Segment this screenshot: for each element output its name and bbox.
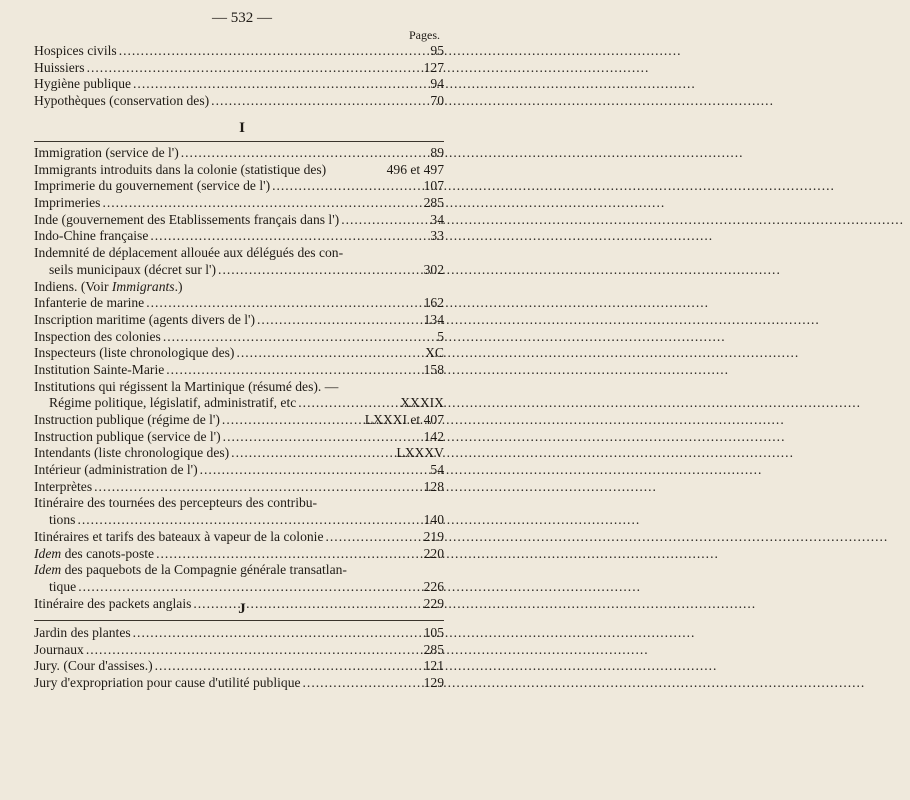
entry-title-text: Hypothèques (conservation des) — [34, 93, 210, 109]
entry-title-text: Itinéraire des tournées des percepteurs des contribu- — [34, 495, 318, 511]
entry-page: 140 — [423, 512, 444, 528]
entry-title-text: Instruction publique (régime de l') — [34, 412, 220, 427]
entry-title-text: des canots-poste — [61, 545, 155, 561]
index-entry — [34, 228, 444, 245]
dot-leader — [218, 262, 422, 279]
entry-title-text: Jardin des plantes — [34, 625, 131, 640]
entry-title — [34, 145, 179, 162]
index-entry — [34, 445, 444, 462]
entry-page: 127 — [423, 59, 444, 75]
dot-leader — [133, 625, 422, 642]
index-entry — [34, 642, 444, 659]
entry-title-text: Huissiers — [34, 59, 85, 75]
index-entry — [34, 562, 444, 579]
section-j-rule — [34, 620, 444, 621]
index-entry — [34, 212, 444, 229]
dot-leader — [146, 295, 421, 312]
section-j-entries — [34, 625, 444, 692]
entry-title-text: tions — [49, 512, 76, 528]
dot-leader — [150, 228, 428, 245]
entry-title — [34, 93, 209, 110]
entry-title-text: Intérieur (administration de l') — [34, 462, 198, 478]
entry-title — [34, 625, 131, 642]
dot-leader — [94, 479, 421, 496]
index-entry — [34, 76, 444, 93]
entry-page: 128 — [423, 478, 444, 494]
entry-page: 121 — [423, 658, 444, 674]
entry-title-text: Immigration (service de l') — [34, 145, 179, 160]
entry-title-text: Inspection des colonies — [34, 328, 161, 344]
dot-leader — [87, 60, 422, 77]
index-entry — [34, 379, 444, 396]
entry-title-text: Régime politique, législatif, administratif, etc — [49, 395, 297, 411]
index-entry — [34, 345, 444, 362]
entry-title — [34, 479, 92, 496]
entry-title — [34, 429, 221, 446]
entry-title — [34, 162, 326, 179]
section-i-entries — [34, 145, 444, 612]
entry-title — [34, 195, 100, 212]
page-number: — 532 — — [212, 10, 272, 26]
dot-leader — [272, 178, 422, 195]
entry-title-text: Indo-Chine française — [34, 228, 149, 244]
entry-title — [49, 579, 76, 596]
entry-title — [34, 362, 164, 379]
section-letter-j: J — [238, 601, 246, 617]
dot-leader — [119, 43, 429, 60]
entry-title — [34, 675, 301, 692]
entry-title-italic: Idem — [34, 562, 62, 578]
entry-title — [34, 345, 234, 362]
index-entry — [34, 178, 444, 195]
entry-page: 219 — [423, 528, 444, 544]
entry-page: 285 — [423, 641, 444, 657]
dot-leader — [211, 93, 428, 110]
dot-leader — [223, 429, 422, 446]
index-entry — [34, 495, 444, 512]
entry-title-text: Indiens. (Voir — [34, 278, 112, 294]
dot-leader — [155, 658, 422, 675]
entry-title — [34, 43, 117, 60]
entry-title-text: Instruction publique (service de l') — [34, 428, 221, 444]
entry-page: LXXXV — [396, 445, 444, 461]
entry-title-text: Itinéraire des packets anglais — [34, 595, 192, 611]
entry-page: 54 — [430, 462, 444, 478]
entry-page: 34 — [430, 211, 444, 227]
entry-page: 285 — [423, 195, 444, 211]
entry-title-suffix: .) — [174, 278, 183, 294]
entry-page: 70 — [430, 93, 444, 109]
entry-page: 134 — [423, 311, 444, 327]
entry-title-text: Interprètes — [34, 478, 93, 494]
index-entry — [34, 479, 444, 496]
entry-title-text: Institution Sainte-Marie — [34, 361, 165, 377]
entry-page: 94 — [430, 76, 444, 92]
entry-title — [34, 76, 131, 93]
dot-leader — [77, 512, 421, 529]
index-entry — [34, 43, 444, 60]
entry-title-text: Hospices civils — [34, 43, 117, 58]
entry-page: 302 — [423, 261, 444, 277]
index-entry — [34, 429, 444, 446]
index-entry — [34, 412, 444, 429]
index-entry — [34, 395, 444, 412]
entry-title — [34, 312, 255, 329]
index-entry — [34, 579, 444, 596]
entry-page: 496 et 497 — [386, 161, 444, 177]
entry-title — [34, 462, 198, 479]
entry-title-text: Itinéraires et tarifs des bateaux à vapeur de la colonie — [34, 528, 324, 544]
entry-title-text: Immigrants introduits dans la colonie (statistique des) — [34, 161, 327, 177]
index-entry — [34, 546, 444, 563]
entry-title-text: des paquebots de la Compagnie générale transatlan- — [61, 562, 347, 578]
index-entry — [34, 93, 444, 110]
index-entry — [34, 512, 444, 529]
index-entry — [34, 195, 444, 212]
dot-leader — [222, 412, 363, 429]
index-entry — [34, 362, 444, 379]
dot-leader — [236, 345, 423, 362]
dot-leader — [166, 362, 421, 379]
dot-leader — [102, 195, 421, 212]
entry-page: 95 — [430, 43, 444, 58]
index-entry — [34, 462, 444, 479]
pages-column-header: Pages. — [409, 28, 440, 42]
entry-title — [34, 412, 220, 429]
entry-page: 226 — [423, 578, 444, 594]
entry-title — [34, 379, 338, 396]
entry-title-text: Intendants (liste chronologique des) — [34, 445, 230, 461]
entry-title-text: Infanterie de marine — [34, 295, 145, 311]
entry-page: 33 — [430, 228, 444, 244]
index-entry — [34, 245, 444, 262]
dot-leader — [200, 462, 429, 479]
index-entry — [34, 675, 444, 692]
entry-page: 162 — [423, 295, 444, 311]
entry-page: 220 — [423, 545, 444, 561]
entry-title-text: Indemnité de déplacement allouée aux délégués des con- — [34, 245, 344, 261]
entry-title-italic: Idem — [34, 545, 62, 561]
index-entry — [34, 312, 444, 329]
entry-title — [34, 329, 161, 346]
index-entry — [34, 60, 444, 77]
entry-page: 107 — [423, 178, 444, 194]
entry-title — [34, 228, 148, 245]
entry-title-text: Hygiène publique — [34, 76, 132, 92]
entry-page: LXXXI et 407 — [364, 412, 444, 427]
entry-title-text: Imprimerie du gouvernement (service de l') — [34, 178, 271, 194]
entry-title — [49, 512, 75, 529]
dot-leader — [156, 546, 422, 563]
entry-page: 142 — [423, 428, 444, 444]
index-entry — [34, 262, 444, 279]
entry-title-text: Inspecteurs (liste chronologique des) — [34, 345, 235, 361]
entry-title — [34, 529, 324, 546]
dot-leader — [298, 395, 398, 412]
entry-page: 5 — [437, 328, 444, 344]
section-h-entries — [34, 43, 444, 110]
entry-page: 129 — [423, 675, 444, 691]
entry-title-text: Inscription maritime (agents divers de l') — [34, 311, 256, 327]
dot-leader — [78, 579, 421, 596]
index-entry — [34, 625, 444, 642]
entry-title-text: tique — [49, 578, 77, 594]
entry-page: XC — [425, 345, 444, 361]
entry-page: 158 — [423, 361, 444, 377]
dot-leader — [231, 445, 394, 462]
index-entry — [34, 145, 444, 162]
entry-title-text: Journaux — [34, 641, 84, 657]
entry-title — [34, 495, 317, 512]
index-entry — [34, 162, 444, 179]
entry-title-italic: Immigrants — [111, 278, 175, 294]
entry-title — [49, 395, 296, 412]
entry-title — [34, 642, 84, 659]
section-letter-i: I — [239, 120, 245, 136]
dot-leader — [326, 529, 422, 546]
entry-title-text: seils municipaux (décret sur l') — [49, 261, 217, 277]
dot-leader — [341, 212, 428, 229]
entry-title — [34, 562, 347, 579]
index-entry — [34, 529, 444, 546]
entry-page: 229 — [423, 595, 444, 611]
dot-leader — [133, 76, 428, 93]
index-entry — [34, 295, 444, 312]
entry-title — [34, 546, 154, 563]
dot-leader — [257, 312, 422, 329]
entry-title — [34, 279, 183, 296]
entry-page: 89 — [430, 145, 444, 160]
dot-leader — [181, 145, 429, 162]
entry-title — [34, 658, 153, 675]
entry-title-text: Jury. (Cour d'assises.) — [34, 658, 153, 674]
entry-title-text: Imprimeries — [34, 195, 101, 211]
entry-title — [34, 445, 229, 462]
dot-leader — [303, 675, 422, 692]
dot-leader — [163, 329, 435, 346]
entry-title-text: Institutions qui régissent la Martinique (résumé des). — — [34, 378, 339, 394]
entry-page: 105 — [423, 625, 444, 640]
section-i-rule — [34, 141, 444, 142]
index-entry — [34, 329, 444, 346]
entry-title — [34, 178, 270, 195]
entry-title — [34, 212, 339, 229]
entry-title-text: Jury d'expropriation pour cause d'utilité publique — [34, 675, 301, 691]
index-entry — [34, 279, 444, 296]
entry-page: XXXIX — [400, 395, 444, 411]
index-entry — [34, 658, 444, 675]
entry-title — [34, 245, 343, 262]
dot-leader — [86, 642, 422, 659]
entry-title — [49, 262, 216, 279]
entry-title-text: Inde (gouvernement des Etablissements français dans l') — [34, 211, 340, 227]
entry-title — [34, 60, 85, 77]
entry-title — [34, 295, 144, 312]
